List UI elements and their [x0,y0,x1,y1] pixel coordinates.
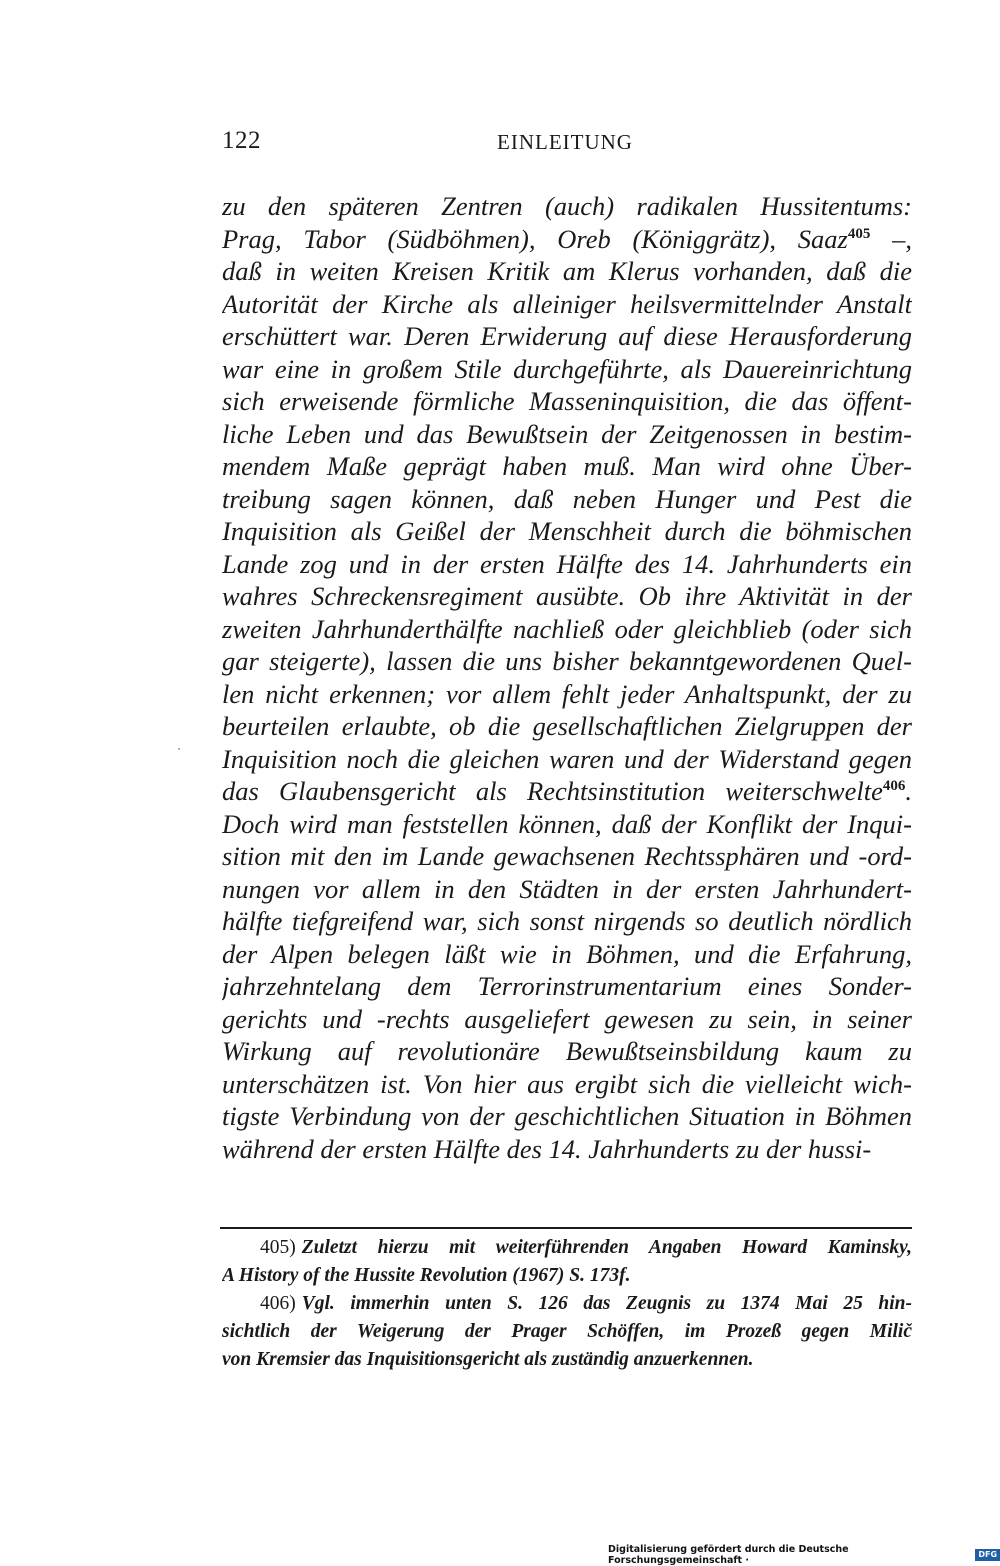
footnote-line [222,1234,912,1262]
body-line-text: tigste Verbindung von der geschichtlichen Situation in Böhmen [222,1101,912,1131]
body-line-text: erschüttert war. Deren Erwiderung auf diese Herausforderung [222,321,912,351]
body-line [222,645,912,678]
body-line-text: sition mit den im Lande gewachsenen Rechtssphären und -ord- [222,841,912,871]
body-line [222,970,912,1003]
body-line-text: Inquisition als Geißel der Menschheit durch die böhmischen [222,516,912,546]
body-line [222,190,912,223]
body-line-text: daß in weiten Kreisen Kritik am Klerus vorhanden, daß die [222,256,912,286]
body-line [222,483,912,516]
body-line [222,288,912,321]
body-line-text: mendem Maße geprägt haben muß. Man wird ohne Über- [222,451,912,481]
body-line-text: jahrzehntelang dem Terrorinstrumentarium eines Sonder- [222,971,912,1001]
body-line [222,353,912,386]
body-line [222,1035,912,1068]
digitization-note [608,1544,1000,1566]
body-line [222,873,912,906]
body-line-text: zu den späteren Zentren (auch) radikalen Hussitentums: [222,191,912,221]
body-line [222,1133,912,1166]
body-line [222,775,912,808]
body-line-text: Wirkung auf revolutionäre Bewußtseinsbildung kaum zu [222,1036,912,1066]
body-text [222,190,912,1165]
body-line [222,255,912,288]
footnotes [222,1234,912,1374]
footnote-text: A History of the Hussite Revolution (1967) S. 173f. [222,1265,631,1286]
body-line-suffix: . [905,776,912,806]
body-line [222,840,912,873]
body-line-text: gerichts und -rechts ausgeliefert gewesen zu sein, in seiner [222,1003,912,1034]
body-line-text: war eine in großem Stile durchgeführte, als Dauereinrichtung [222,353,912,384]
footnote-line [222,1262,912,1290]
body-line [222,385,912,418]
footnote-text: Zuletzt hierzu mit weiterführenden Angaben Howard Kaminsky, [301,1237,912,1258]
footnote-reference[interactable]: 405 [847,225,871,242]
body-line-text: liche Leben und das Bewußtsein der Zeitgenossen in bestim- [222,418,912,449]
footnote-text: sichtlich der Weigerung der Prager Schöffen, im Prozeß gegen Milič [222,1321,912,1342]
body-line [222,905,912,938]
page-header [222,127,912,163]
body-line-text: zweiten Jahrhunderthälfte nachließ oder gleichblieb (oder sich [222,613,912,644]
footnote-reference[interactable]: 406 [882,778,906,794]
running-head: EINLEITUNG [497,130,633,154]
footnote-line [222,1318,912,1346]
body-line [222,450,912,483]
body-line-suffix: –, [870,223,912,254]
body-line-text: Autorität der Kirche als alleiniger heilsvermittelnder Anstalt [222,288,912,319]
margin-mark [178,748,180,750]
body-line [222,580,912,613]
body-line [222,613,912,646]
body-line-text: hälfte tiefgreifend war, sich sonst nirgends so deutlich nördlich [222,906,912,936]
body-line-text: Lande zog und in der ersten Hälfte des 14. Jahrhunderts ein [222,548,912,579]
footnote-number: 405) [260,1237,296,1258]
body-line [222,1003,912,1036]
body-line-text: Prag, Tabor (Südböhmen), Oreb (Königgrätz), Saaz [222,223,848,254]
body-line [222,320,912,353]
page-number: 122 [222,127,261,154]
footnote-rule [220,1227,912,1229]
body-line-text: das Glaubensgericht als Rechtsinstitution weiterschwelte [222,776,883,806]
dfg-logo-icon: DFG [975,1549,1000,1561]
footnote-line [222,1290,912,1318]
body-line [222,710,912,743]
body-line-text: wahres Schreckensregiment ausübte. Ob ihre Aktivität in der [222,581,912,611]
body-line-text: len nicht erkennen; vor allem fehlt jeder Anhaltspunkt, der zu [222,678,912,709]
body-line-text: Inquisition noch die gleichen waren und der Widerstand gegen [222,743,912,774]
body-line [222,1100,912,1133]
body-line [222,678,912,711]
body-line-text: während der ersten Hälfte des 14. Jahrhunderts zu der hussi- [222,1133,872,1164]
digitization-text: Digitalisierung gefördert durch die Deutsche Forschungsgemeinschaft · [608,1544,849,1566]
body-line-text: der Alpen belegen läßt wie in Böhmen, und die Erfahrung, [222,938,912,969]
body-line [222,938,912,971]
body-line-text: gar steigerte), lassen die uns bisher bekanntgewordenen Quel- [222,646,912,676]
body-line [222,548,912,581]
body-line [222,1068,912,1101]
body-line-text: nungen vor allem in den Städten in der ersten Jahrhundert- [222,873,912,904]
body-line-text: sich erweisende förmliche Masseninquisition, die das öffent- [222,386,912,416]
footnote-text: von Kremsier das Inquisitionsgericht als zuständig anzuerkennen. [222,1349,754,1370]
body-line [222,808,912,841]
body-line-text: treibung sagen können, daß neben Hunger und Pest die [222,483,912,514]
body-line-text: unterschätzen ist. Von hier aus ergibt sich die vielleicht wich- [222,1068,912,1099]
body-line-text: beurteilen erlaubte, ob die gesellschaftlichen Zielgruppen der [222,711,912,741]
body-line [222,743,912,776]
body-line-text: Doch wird man feststellen können, daß der Konflikt der Inqui- [222,808,912,839]
footnote-text: Vgl. immerhin unten S. 126 das Zeugnis zu 1374 Mai 25 hin- [301,1293,912,1314]
body-line [222,418,912,451]
body-line [222,515,912,548]
footnote-number: 406) [260,1293,296,1314]
body-line [222,223,912,256]
footnote-line [222,1346,912,1374]
